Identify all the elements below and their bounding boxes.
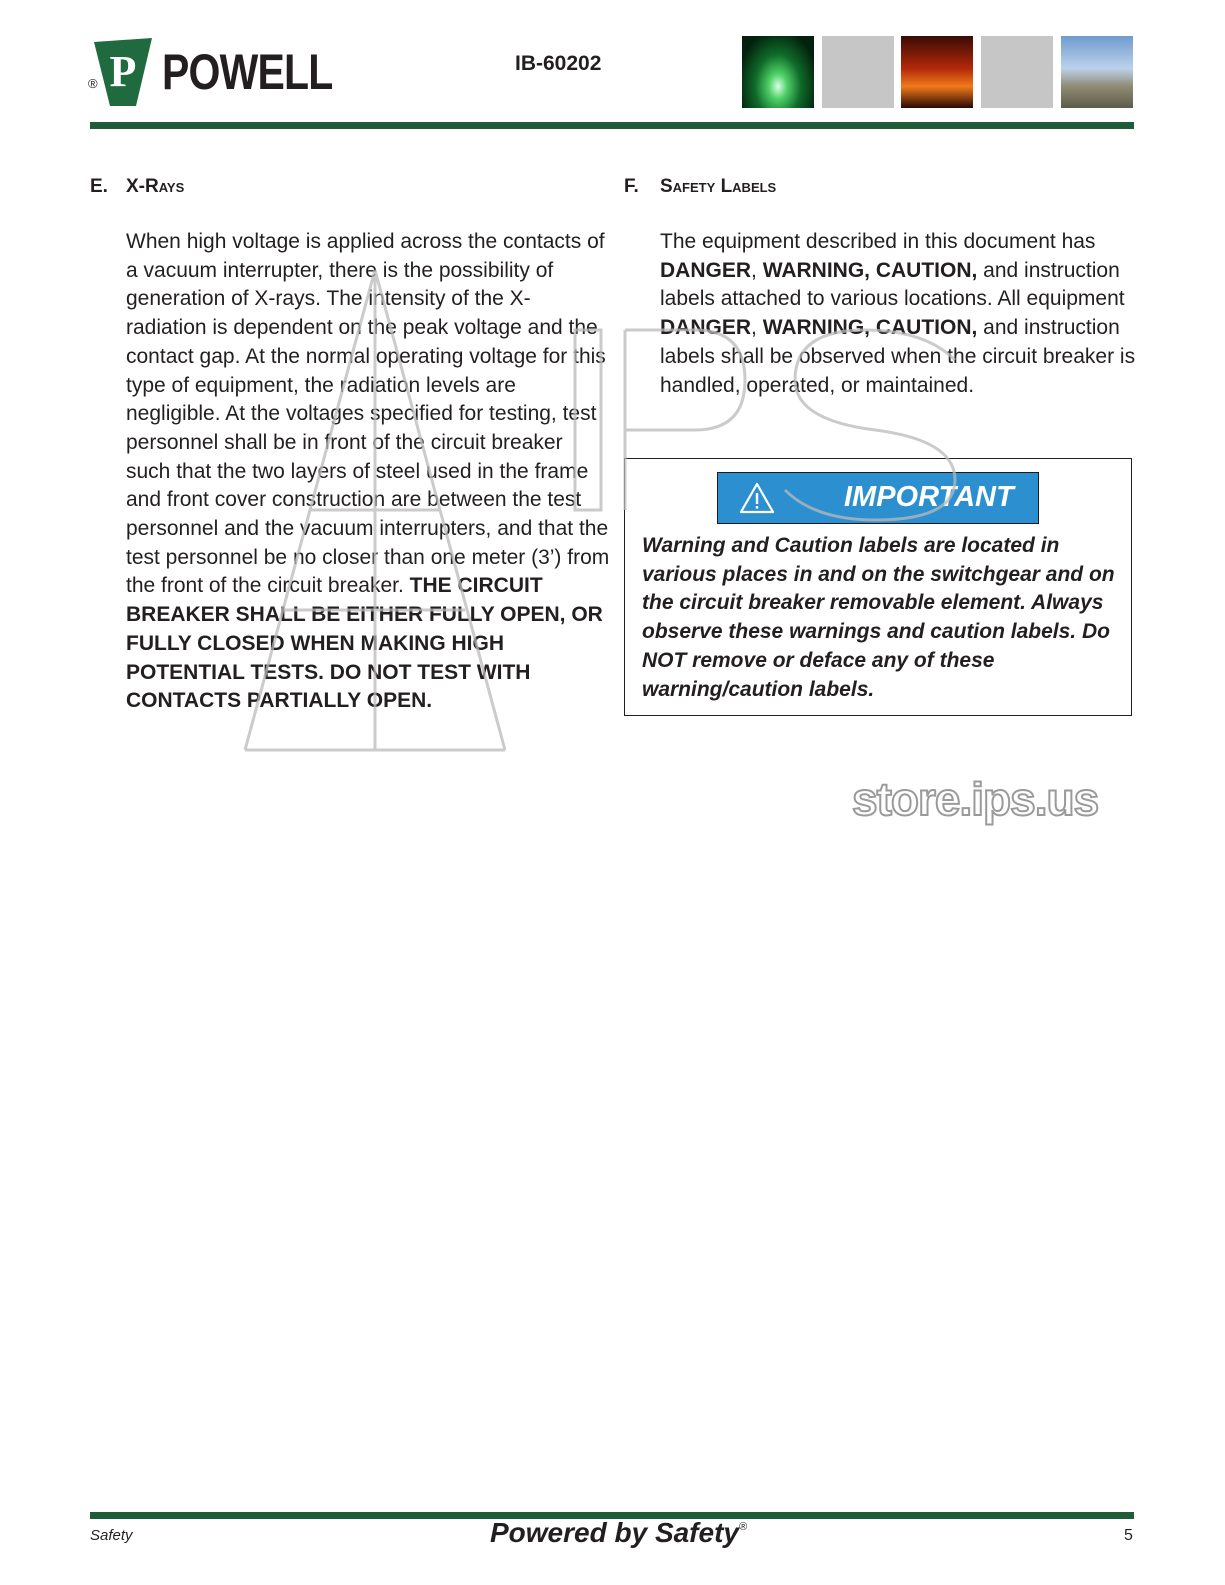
- header-rule: [90, 122, 1134, 129]
- safety-labels-paragraph: The equipment described in this document has DANGER, WARNING, CAUTION, and instruction labels attached to various locations. All equipment DANGER, WARNING, CAUTION, and instruction labels shall be observed when the circuit breaker is handled, operated, or maintained.: [660, 230, 1136, 397]
- header-photo-placeholder: [981, 36, 1053, 108]
- section-f-heading: [624, 176, 1136, 206]
- section-title: Safety Labels: [660, 176, 777, 197]
- header-photo-green-light: [742, 36, 814, 108]
- section-title: X-Rays: [126, 176, 185, 197]
- header-photo-pipeline: [1061, 36, 1133, 108]
- section-e-heading: [90, 176, 610, 206]
- section-letter: E.: [90, 176, 108, 197]
- logo-letter: P: [109, 47, 137, 96]
- section-f: [624, 176, 1136, 400]
- page-header: [0, 0, 1225, 135]
- important-banner: [717, 472, 1039, 524]
- powell-logo: [88, 36, 333, 108]
- footer-tagline: Powered by Safety®: [490, 1517, 748, 1548]
- header-photo-refinery: [901, 36, 973, 108]
- x-rays-warning: THE CIRCUIT BREAKER SHALL BE EITHER FULLY OPEN, OR FULLY CLOSED WHEN MAKING HIGH POTENTIAL TESTS. DO NOT TEST WITH CONTACTS PARTIALLY OPEN.: [126, 574, 603, 713]
- important-body: Warning and Caution labels are located in various places in and on the switchgear and on the circuit breaker removable element. Always observe these warnings and caution labels. Do NOT remove or deface any of these warning/caution labels.: [642, 534, 1115, 701]
- section-e-body: [126, 228, 610, 716]
- page-number: 5: [1124, 1527, 1133, 1544]
- store-watermark: store.ips.us: [852, 773, 1099, 825]
- footer-section-name: Safety: [90, 1527, 133, 1544]
- header-photo-placeholder: [822, 36, 894, 108]
- registered-mark: ®: [88, 76, 98, 91]
- brand-name: POWELL: [162, 44, 333, 100]
- section-e: [90, 176, 610, 716]
- x-rays-paragraph: When high voltage is applied across the contacts of a vacuum interrupter, there is the possibility of generation of X-rays. The intensity of the X-radiation is dependent on the peak voltage and the contact gap. At the normal operating voltage for this type of equipment, the radiation levels are negligible. At the voltages specified for testing, test personnel shall be in front of the circuit breaker such that the two layers of steel used in the frame and front cover construction are between the test personnel and the vacuum interrupters, and that the test personnel be no closer than one meter (3’) from the front of the circuit breaker.: [126, 230, 610, 598]
- document-id: IB-60202: [515, 52, 602, 75]
- section-letter: F.: [624, 176, 639, 197]
- warning-triangle-icon: [738, 481, 776, 515]
- important-label: IMPORTANT: [844, 481, 1014, 513]
- powell-shield-icon: [92, 36, 154, 108]
- important-notice: [624, 458, 1132, 716]
